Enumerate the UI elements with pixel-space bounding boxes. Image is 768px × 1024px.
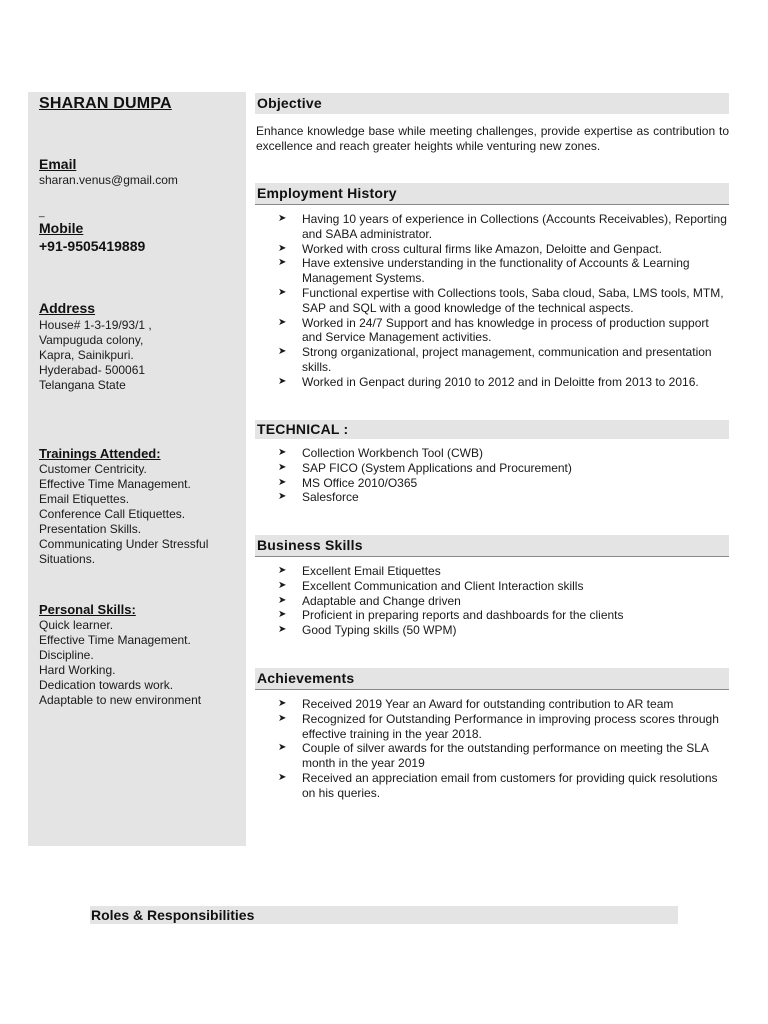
achievements-section-header <box>255 668 729 690</box>
list-item: ➤ Salesforce <box>278 490 359 505</box>
address-line: Hyderabad- 500061 <box>39 363 146 377</box>
separator-mark: _ <box>39 207 45 218</box>
roles-title: Roles & Responsibilities <box>91 907 255 923</box>
employment-section-header <box>255 183 729 205</box>
email-address[interactable]: sharan.venus@gmail.com <box>39 173 178 187</box>
list-item: ➤ Received an appreciation email from customers for providing quick resolutions on his queries. <box>278 770 718 800</box>
arrow-bullet-icon: ➤ <box>278 476 287 488</box>
list-item: ➤ Functional expertise with Collections tools, Saba cloud, Saba, LMS tools, MTM, SAP and SQL with a good knowledge of the technical aspects. <box>278 285 724 315</box>
list-item: ➤ Collection Workbench Tool (CWB) <box>278 446 483 460</box>
arrow-bullet-icon: ➤ <box>278 698 287 709</box>
address-heading: Address <box>39 300 96 316</box>
personal-skill-item: Dedication towards work. <box>39 678 174 692</box>
address-line: Kapra, Sainikpuri. <box>39 348 134 362</box>
arrow-bullet-icon: ➤ <box>278 375 287 387</box>
personal-skill-item: Hard Working. <box>39 663 116 677</box>
achievements-title: Achievements <box>257 670 355 686</box>
technical-section-header <box>255 420 729 439</box>
training-item: Customer Centricity. <box>39 462 147 476</box>
email-heading: Email <box>39 156 77 172</box>
candidate-name: SHARAN DUMPA <box>39 95 172 112</box>
training-item: Situations. <box>39 552 96 566</box>
list-item: ➤ Adaptable and Change driven <box>278 593 461 608</box>
arrow-bullet-icon: ➤ <box>278 242 287 254</box>
mobile-heading: Mobile <box>39 220 84 236</box>
trainings-heading: Trainings Attended: <box>39 446 161 461</box>
list-item: ➤ MS Office 2010/O365 <box>278 475 418 490</box>
arrow-bullet-icon: ➤ <box>278 609 287 621</box>
list-item: ➤ Good Typing skills (50 WPM) <box>278 623 457 638</box>
arrow-bullet-icon: ➤ <box>278 579 287 591</box>
arrow-bullet-icon: ➤ <box>278 461 287 473</box>
arrow-bullet-icon: ➤ <box>278 491 287 503</box>
arrow-bullet-icon: ➤ <box>278 594 287 606</box>
arrow-bullet-icon: ➤ <box>278 286 287 298</box>
list-item: ➤ Recognized for Outstanding Performance in improving process scores through effective training in the year 2018. <box>278 711 719 741</box>
business-list <box>278 564 730 638</box>
objective-title: Objective <box>257 95 322 111</box>
arrow-bullet-icon: ➤ <box>278 624 287 636</box>
list-item: ➤ Strong organizational, project management, communication and presentation skills. <box>278 345 712 374</box>
arrow-bullet-icon: ➤ <box>278 712 287 724</box>
employment-title: Employment History <box>257 185 397 201</box>
list-item: ➤ Proficient in preparing reports and dashboards for the clients <box>278 608 624 623</box>
arrow-bullet-icon: ➤ <box>278 742 287 754</box>
objective-text: Enhance knowledge base while meeting challenges, provide expertise as contribution to excellence and reach greater heights while venturing new zones. <box>256 124 729 153</box>
list-item: ➤ Received 2019 Year an Award for outstanding contribution to AR team <box>278 697 674 711</box>
training-item: Effective Time Management. <box>39 477 191 491</box>
address-line: Vampuguda colony, <box>39 333 144 347</box>
technical-title: TECHNICAL : <box>257 421 349 437</box>
list-item: ➤ Worked in 24/7 Support and has knowledge in process of production support and Service Management activities. <box>278 315 709 345</box>
training-item: Email Etiquettes. <box>39 492 130 506</box>
list-item: ➤ Excellent Communication and Client Interaction skills <box>278 578 584 593</box>
training-item: Communicating Under Stressful <box>39 537 209 551</box>
business-title: Business Skills <box>257 537 363 553</box>
arrow-bullet-icon: ➤ <box>278 346 287 358</box>
business-section-header <box>255 535 729 557</box>
list-item: ➤ Having 10 years of experience in Collections (Accounts Receivables), Reporting and SABA administrator. <box>278 212 727 241</box>
list-item: ➤ Worked in Genpact during 2010 to 2012 and in Deloitte from 2013 to 2016. <box>278 374 699 389</box>
training-item: Conference Call Etiquettes. <box>39 507 186 521</box>
trainings-list <box>39 462 208 567</box>
arrow-bullet-icon: ➤ <box>278 447 287 458</box>
list-item: ➤ Have extensive understanding in the functionality of Accounts & Learning Management Systems. <box>278 256 690 286</box>
personal-skill-item: Quick learner. <box>39 618 114 632</box>
address-line: House# 1-3-19/93/1 , <box>39 318 152 332</box>
list-item: ➤ Worked with cross cultural firms like Amazon, Deloitte and Genpact. <box>278 241 662 256</box>
personal-skills-list <box>39 618 201 708</box>
list-item: ➤ Couple of silver awards for the outstanding performance on meeting the SLA month in the year 2019 <box>278 741 709 771</box>
list-item: ➤ Excellent Email Etiquettes <box>278 564 441 578</box>
arrow-bullet-icon: ➤ <box>278 257 287 269</box>
arrow-bullet-icon: ➤ <box>278 316 287 328</box>
objective-section-header <box>255 93 729 114</box>
employment-list <box>278 212 730 390</box>
training-item: Presentation Skills. <box>39 522 142 536</box>
arrow-bullet-icon: ➤ <box>278 213 287 224</box>
address-line: Telangana State <box>39 378 126 392</box>
arrow-bullet-icon: ➤ <box>278 771 287 783</box>
personal-skill-item: Adaptable to new environment <box>39 693 202 707</box>
achievements-list <box>278 697 730 801</box>
personal-skill-item: Discipline. <box>39 648 94 662</box>
technical-list <box>278 446 730 505</box>
roles-section-header <box>90 906 678 924</box>
mobile-number: +91-9505419889 <box>39 238 146 254</box>
list-item: ➤ SAP FICO (System Applications and Procurement) <box>278 460 572 475</box>
arrow-bullet-icon: ➤ <box>278 565 287 576</box>
address-block <box>39 318 152 393</box>
personal-skills-heading: Personal Skills: <box>39 602 136 617</box>
personal-skill-item: Effective Time Management. <box>39 633 191 647</box>
